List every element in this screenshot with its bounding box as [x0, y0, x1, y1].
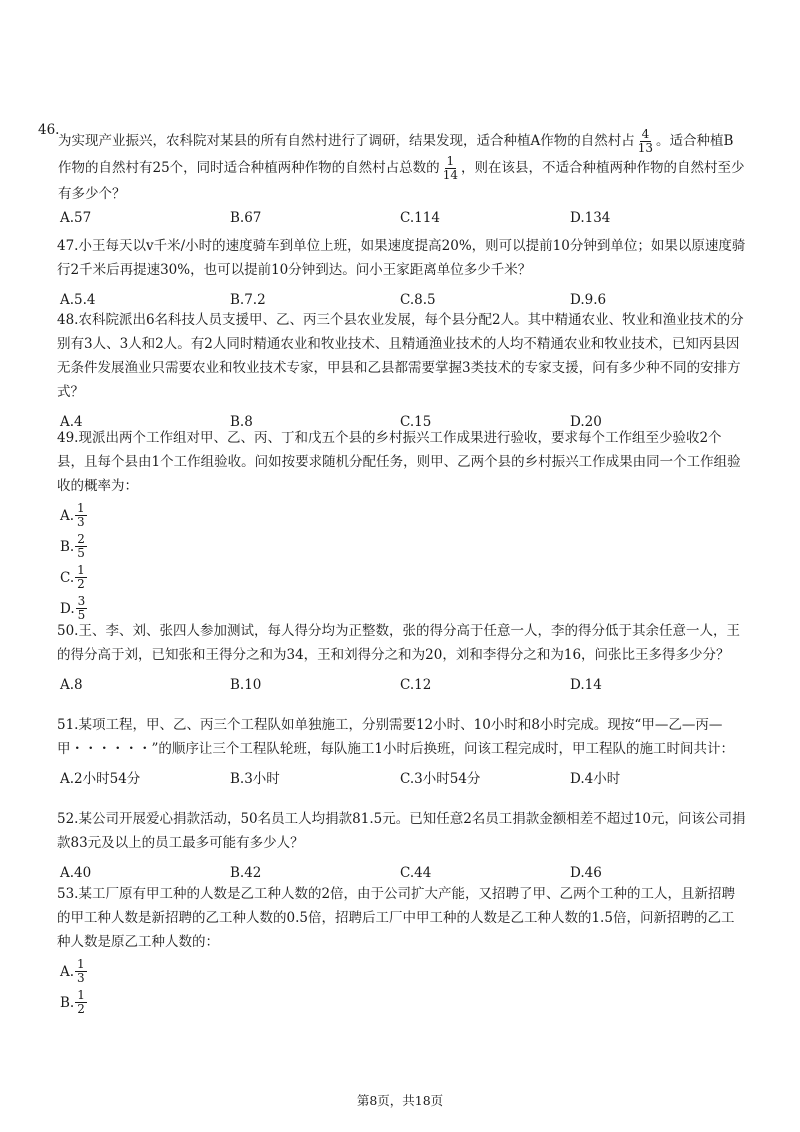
question-46: [58, 128, 746, 206]
fraction-numerator: 1: [77, 988, 85, 1002]
option-label: A.: [60, 963, 75, 980]
fraction-denominator: 3: [77, 515, 85, 529]
fraction-denominator: 5: [77, 608, 86, 622]
fraction-numerator: 1: [77, 501, 85, 515]
option-label: C.: [60, 569, 75, 586]
q46-fraction-2: [441, 155, 460, 182]
q46-text-3: ，则在该县，不适合种植两种作物的自然村至少有多少个？: [58, 160, 745, 202]
option-label: B.: [60, 538, 75, 555]
q51-stem: 51.某项工程，甲、乙、丙三个工程队如单独施工，分别需要12小时、10小时和8小时完成。现按“甲—乙—丙—甲・・・・・・”的顺序让三个工程队轮班，每队施工1小时后换班，问该工程完成时，甲工程队的施工时间共计：: [57, 717, 734, 757]
q47-option-b[interactable]: B.7.2: [230, 292, 266, 308]
option-label: A.: [60, 507, 75, 524]
q53-stem: 53.某工厂原有甲工种的人数是乙工种人数的2倍，由于公司扩大产能，又招聘了甲、乙两个工种的工人，且新招聘的甲工种人数是新招聘的乙工种人数的0.5倍，招聘后工厂中甲工种的人数是乙工种人数的1.5倍，问新招聘的乙工种人数是原乙工种人数的：: [57, 886, 736, 950]
q51-option-c[interactable]: C.3小时54分: [400, 771, 481, 787]
fraction-denominator: 14: [442, 168, 458, 182]
q51-option-d[interactable]: D.4小时: [570, 771, 621, 787]
q53-option-b[interactable]: [60, 987, 747, 1018]
q47-option-d[interactable]: D.9.6: [570, 292, 607, 308]
option-label: D.: [60, 600, 75, 617]
q48-stem: 48.农科院派出6名科技人员支援甲、乙、丙三个县农业发展，每个县分配2人。其中精通农业、牧业和渔业技术的分别有3人、3人和2人。有2人同时精通农业和牧业技术、且精通渔业技术的人均不精通农业和牧业技术，已知丙县因无条件发展渔业只需要农业和牧业技术专家，甲县和乙县都需要掌握3类技术的专家支援，问有多少种不同的安排方式？: [57, 312, 744, 400]
q53-option-a[interactable]: [60, 956, 747, 987]
q46-fraction-1: [636, 128, 655, 155]
q50-option-b[interactable]: B.10: [230, 677, 262, 693]
q46-option-a[interactable]: A.57: [60, 210, 92, 226]
q50-option-a[interactable]: A.8: [60, 677, 83, 693]
q48-option-d[interactable]: D.20: [570, 414, 602, 430]
q49-options: [60, 500, 747, 624]
option-label: B.: [60, 994, 75, 1011]
page-number-footer: 第8页，共18页: [356, 1093, 444, 1108]
q52-option-c[interactable]: C.44: [400, 865, 432, 881]
q47-option-a[interactable]: A.5.4: [60, 292, 96, 308]
fraction-denominator: 3: [77, 971, 85, 985]
q52-option-d[interactable]: D.46: [570, 865, 602, 881]
q50-stem: 50.王、李、刘、张四人参加测试，每人得分均为正整数，张的得分高于任意一人，李的得分低于其余任意一人，王的得分高于刘，已知张和王得分之和为34，王和刘得分之和为20，刘和李得分之和为16，问张比王多得多少分？: [57, 623, 740, 663]
fraction-numerator: 3: [77, 594, 86, 608]
fraction-numerator: 1: [77, 563, 85, 577]
fraction-numerator: 2: [77, 532, 85, 546]
question-49: [57, 426, 747, 624]
q51-option-b[interactable]: B.3小时: [230, 771, 280, 787]
q49-option-a[interactable]: [60, 500, 747, 531]
q50-option-d[interactable]: D.14: [570, 677, 602, 693]
fraction-numerator: 1: [77, 957, 85, 971]
fraction-numerator: 4: [641, 127, 650, 141]
q47-stem: 47.小王每天以v千米/小时的速度骑车到单位上班，如果速度提高20%，则可以提前10分钟到单位；如果以原速度骑行2千米后再提速30%，也可以提前10分钟到达。问小王家距离单位多少千米？: [57, 238, 746, 278]
q49-stem: 49.现派出两个工作组对甲、乙、丙、丁和戊五个县的乡村振兴工作成果进行验收，要求每个工作组至少验收2个县，且每个县由1个工作组验收。问如按要求随机分配任务，则甲、乙两个县的乡村振兴工作成果由同一个工作组验收的概率为：: [57, 430, 741, 494]
fraction-denominator: 2: [77, 577, 85, 591]
q46-option-b[interactable]: B.67: [230, 210, 262, 226]
q46-option-c[interactable]: C.114: [400, 210, 440, 226]
q52-option-a[interactable]: A.40: [60, 865, 92, 881]
question-53: [57, 882, 747, 1018]
q46-text-1: 为实现产业振兴，农科院对某县的所有自然村进行了调研，结果发现，适合种植A作物的自然村占: [58, 133, 635, 149]
fraction-denominator: 5: [77, 546, 85, 560]
q46-number: 46.: [38, 122, 60, 138]
question-50: [57, 619, 747, 697]
q50-option-c[interactable]: C.12: [400, 677, 432, 693]
question-51: [57, 713, 747, 791]
q49-option-c[interactable]: [60, 562, 747, 593]
q48-option-c[interactable]: C.15: [400, 414, 432, 430]
q53-options: [60, 956, 747, 1018]
q52-option-b[interactable]: B.42: [230, 865, 262, 881]
question-48: [57, 308, 747, 434]
question-47: [57, 234, 747, 312]
q46-stem: [58, 128, 746, 206]
q47-option-c[interactable]: C.8.5: [400, 292, 436, 308]
q52-stem: 52.某公司开展爱心捐款活动，50名员工人均捐款81.5元。已知任意2名员工捐款金额相差不超过10元，问该公司捐款83元及以上的员工最多可能有多少人？: [57, 811, 746, 851]
q49-option-b[interactable]: [60, 531, 747, 562]
fraction-denominator: 13: [637, 141, 654, 155]
question-52: [57, 807, 747, 885]
q46-options: [57, 206, 747, 230]
q51-option-a[interactable]: A.2小时54分: [60, 771, 141, 787]
fraction-denominator: 2: [77, 1002, 85, 1016]
q48-option-a[interactable]: A.4: [60, 414, 83, 430]
fraction-numerator: 1: [446, 154, 455, 168]
q48-option-b[interactable]: B.8: [230, 414, 253, 430]
q46-option-d[interactable]: D.134: [570, 210, 611, 226]
q46-text-2: 。适合种植B作物的自然村有25个，同时适合种植两种作物的自然村占总数的: [58, 133, 734, 176]
